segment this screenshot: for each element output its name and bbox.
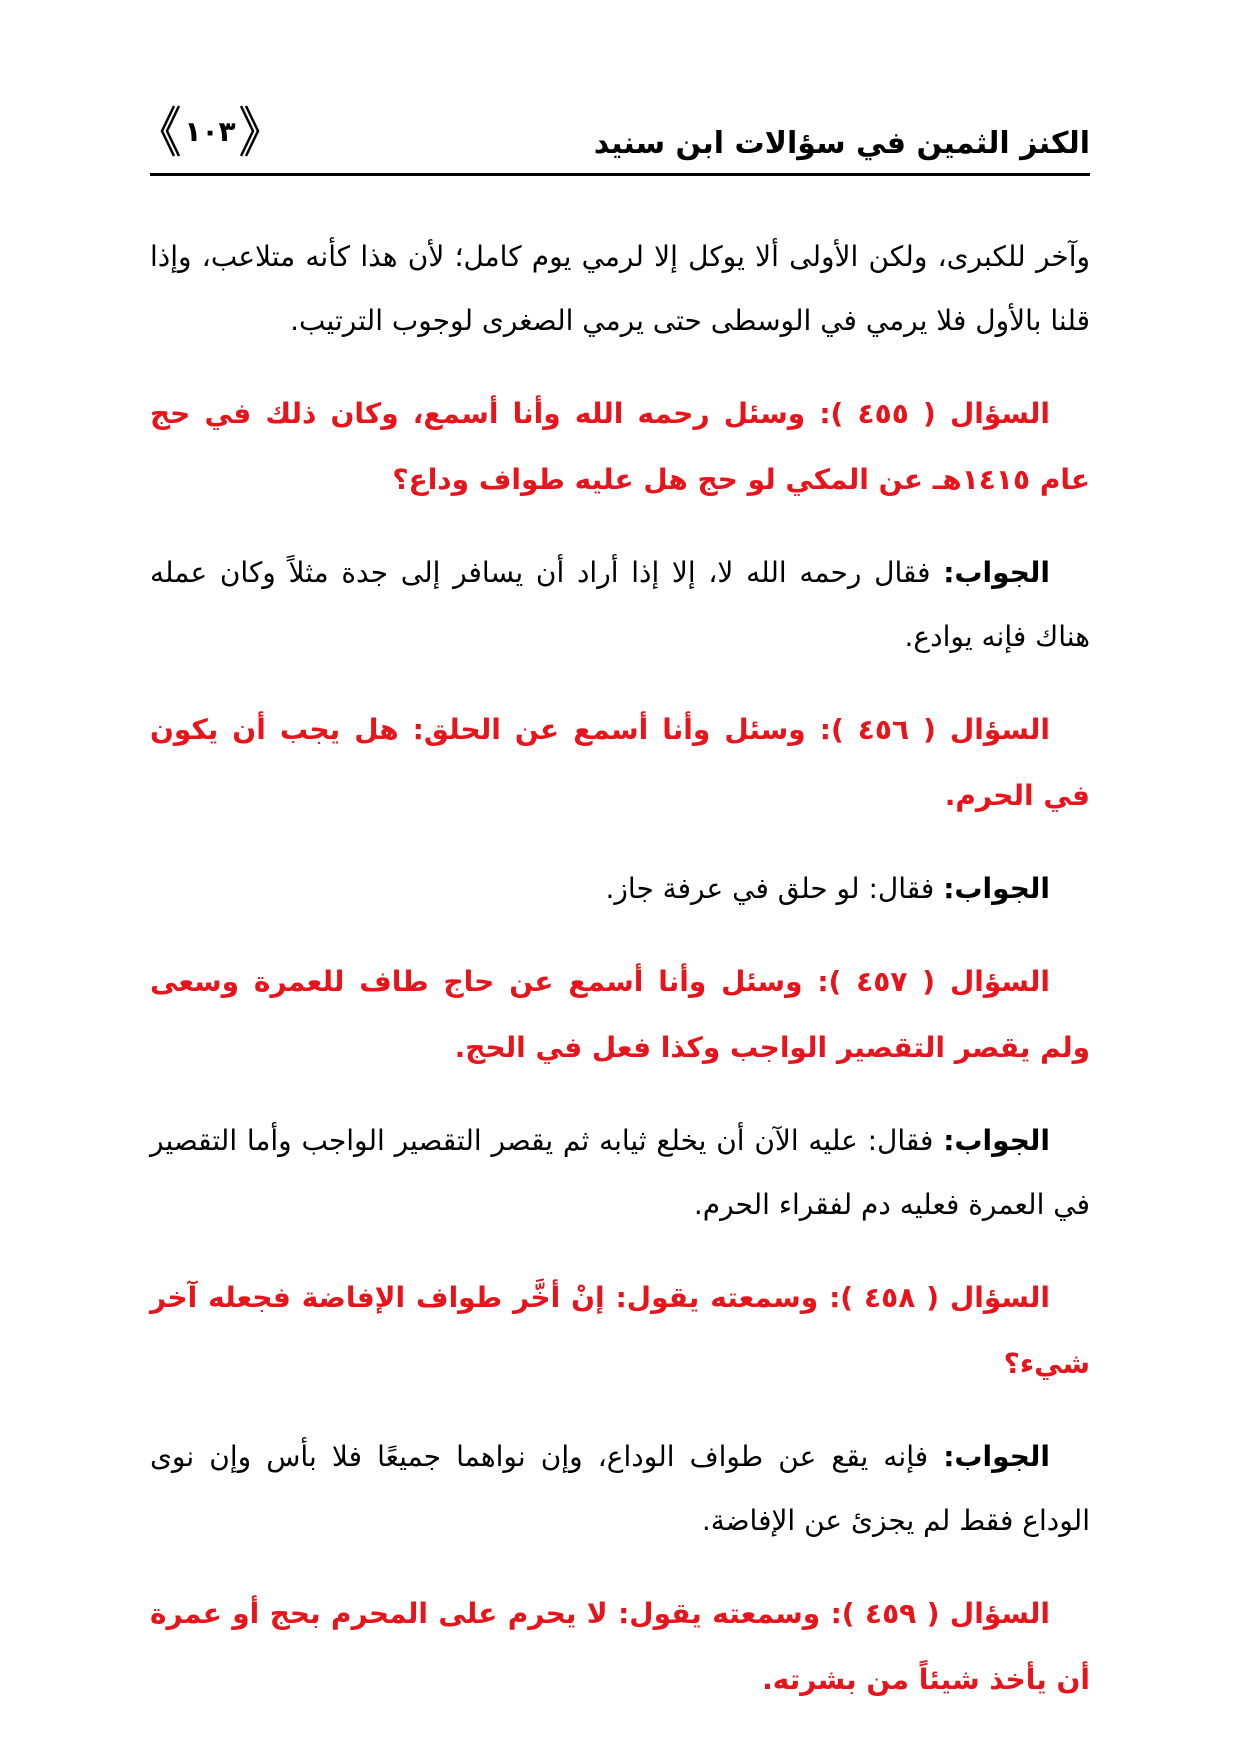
paragraph-text: وآخر للكبرى، ولكن الأولى ألا يوكل إلا لرمي يوم كامل؛ لأن هذا كأنه متلاعب، وإذا قلنا بالأول فلا يرمي في الوسطى حتى يرمي الصغرى لوجوب الترتيب. bbox=[150, 240, 1090, 337]
answer-455 bbox=[150, 541, 1090, 669]
question-label: السؤال ( ٤٥٦ ): bbox=[819, 713, 1051, 746]
question-text: وسئل رحمه الله وأنا أسمع، وكان ذلك في حج عام ١٤١٥هـ عن المكي لو حج هل عليه طواف وداع؟ bbox=[150, 397, 1090, 496]
book-title: الكنز الثمين في سؤالات ابن سنيد bbox=[593, 126, 1090, 161]
answer-text: فقال رحمه الله لا، إلا إذا أراد أن يسافر إلى جدة مثلاً وكان عمله هناك فإنه يوادع. bbox=[150, 556, 1090, 653]
answer-text: فإنه يقع عن طواف الوداع، وإن نواهما جميعًا فلا بأس وإن نوى الوداع فقط لم يجزئ عن الإفاضة. bbox=[150, 1440, 1090, 1537]
question-455 bbox=[150, 381, 1090, 513]
question-458 bbox=[150, 1265, 1090, 1397]
answer-text: فقال: عليه الآن أن يخلع ثيابه ثم يقصر التقصير الواجب وأما التقصير في العمرة فعليه دم لفقراء الحرم. bbox=[150, 1124, 1090, 1221]
question-text: وسئل وأنا أسمع عن الحلق: هل يجب أن يكون في الحرم. bbox=[150, 713, 1090, 812]
answer-456 bbox=[150, 857, 1090, 921]
question-456 bbox=[150, 697, 1090, 829]
answer-457 bbox=[150, 1109, 1090, 1237]
answer-text: فقال: لو حلق في عرفة جاز. bbox=[605, 872, 944, 905]
header-divider bbox=[150, 173, 1090, 176]
left-double-bracket-icon bbox=[158, 104, 180, 158]
question-457 bbox=[150, 949, 1090, 1081]
page-number-frame bbox=[158, 104, 262, 158]
page-header bbox=[150, 92, 1090, 176]
question-text: وسمعته يقول: لا يحرم على المحرم بحج أو عمرة أن يأخذ شيئاً من بشرته. bbox=[150, 1597, 1090, 1696]
question-label: السؤال ( ٤٥٧ ): bbox=[817, 965, 1050, 998]
question-label: السؤال ( ٤٥٨ ): bbox=[829, 1281, 1051, 1314]
page-content bbox=[150, 225, 1090, 1741]
answer-label: الجواب: bbox=[943, 1440, 1050, 1473]
answer-label: الجواب: bbox=[943, 872, 1050, 905]
answer-label: الجواب: bbox=[943, 1124, 1050, 1157]
answer-458 bbox=[150, 1425, 1090, 1553]
answer-label: الجواب: bbox=[943, 556, 1050, 589]
question-459 bbox=[150, 1581, 1090, 1713]
right-double-bracket-icon bbox=[240, 104, 262, 158]
question-text: وسئل وأنا أسمع عن حاج طاف للعمرة وسعى ولم يقصر التقصير الواجب وكذا فعل في الحج. bbox=[150, 965, 1090, 1064]
question-label: السؤال ( ٤٥٩ ): bbox=[830, 1597, 1050, 1630]
question-text: وسمعته يقول: إنْ أخَّر طواف الإفاضة فجعله آخر شيء؟ bbox=[150, 1281, 1090, 1380]
paragraph-continuation bbox=[150, 225, 1090, 353]
question-label: السؤال ( ٤٥٥ ): bbox=[819, 397, 1051, 430]
page-number: ١٠٣ bbox=[184, 114, 236, 148]
